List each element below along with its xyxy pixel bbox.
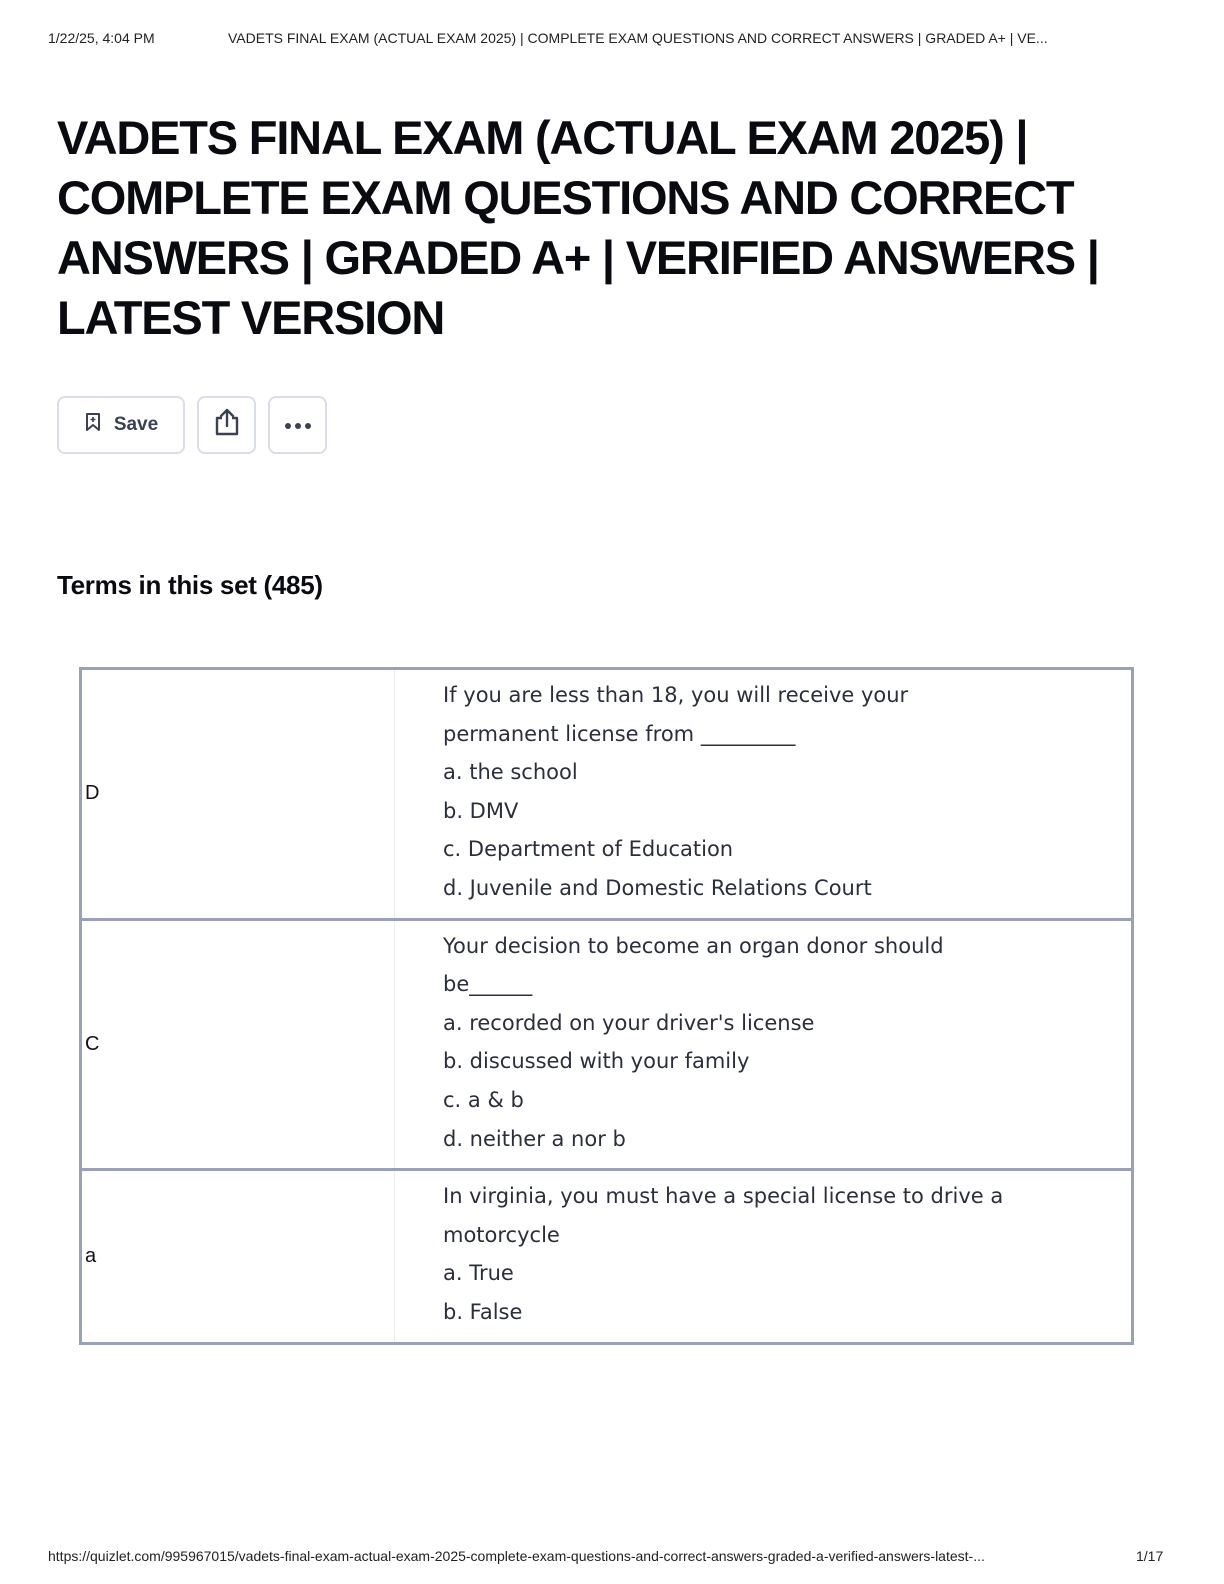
question-line: be______ — [443, 972, 533, 997]
term-row[interactable] — [82, 670, 1131, 918]
question-line: a. the school — [443, 760, 578, 785]
question-line: If you are less than 18, you will receive your — [443, 683, 909, 707]
question-line: Your decision to become an organ donor should — [443, 933, 944, 958]
term-question — [395, 670, 1131, 918]
page-title-line: ANSWERS | GRADED A+ | VERIFIED ANSWERS | — [57, 231, 1099, 284]
page-title — [57, 108, 1157, 348]
page-title-line: LATEST VERSION — [57, 291, 445, 344]
print-url: https://quizlet.com/995967015/vadets-final-exam-actual-exam-2025-complete-exam-questions-and-correct-answers-graded-a-verified-answers-latest-... — [48, 1548, 985, 1564]
question-line: b. False — [443, 1299, 523, 1324]
question-line: b. discussed with your family — [443, 1049, 750, 1074]
share-button[interactable] — [197, 396, 256, 454]
print-header — [48, 30, 1178, 46]
term-question — [395, 921, 1131, 1169]
term-question — [395, 1171, 1131, 1341]
question-line: d. neither a nor b — [443, 1126, 626, 1151]
question-line: b. DMV — [443, 798, 519, 823]
page-title-line: COMPLETE EXAM QUESTIONS AND CORRECT — [57, 171, 1074, 224]
share-icon — [213, 407, 241, 443]
question-line: a. True — [443, 1261, 514, 1286]
print-document-title: VADETS FINAL EXAM (ACTUAL EXAM 2025) | COMPLETE EXAM QUESTIONS AND CORRECT ANSWERS | GRADED A+ | VE... — [228, 30, 1048, 46]
term-answer: C — [82, 921, 395, 1169]
save-label: Save — [113, 414, 159, 435]
question-line: c. a & b — [443, 1087, 524, 1112]
question-line: In virginia, you must have a special license to drive a — [443, 1184, 1004, 1209]
terms-table — [79, 667, 1134, 1345]
term-row[interactable] — [82, 1168, 1131, 1341]
more-options-button[interactable] — [268, 396, 327, 454]
save-button[interactable] — [57, 396, 185, 454]
term-row[interactable] — [82, 918, 1131, 1169]
question-line: motorcycle — [443, 1222, 560, 1247]
term-answer: a — [82, 1171, 395, 1341]
question-line: permanent license from _________ — [443, 721, 796, 746]
question-line: c. Department of Education — [443, 837, 734, 862]
question-line: d. Juvenile and Domestic Relations Court — [443, 875, 872, 900]
print-datetime: 1/22/25, 4:04 PM — [48, 30, 155, 46]
page-number: 1/17 — [1136, 1548, 1164, 1564]
print-footer — [48, 1548, 1178, 1564]
terms-heading: Terms in this set (485) — [57, 570, 323, 600]
question-line: a. recorded on your driver's license — [443, 1010, 815, 1035]
term-answer: D — [82, 670, 395, 918]
page-title-line: VADETS FINAL EXAM (ACTUAL EXAM 2025) | — [57, 111, 1028, 164]
set-actions — [57, 396, 327, 454]
more-icon — [284, 414, 312, 436]
bookmark-icon — [84, 412, 102, 438]
